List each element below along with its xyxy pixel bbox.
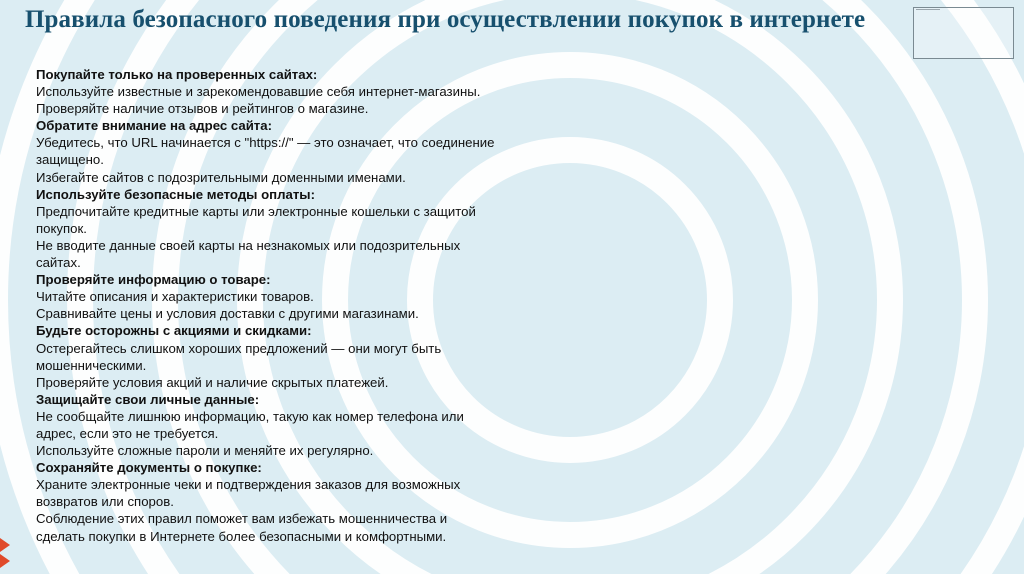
rule-text-line: Остерегайтесь слишком хороших предложений — они могут быть [36,340,442,356]
thumbnail-caption-line [916,9,940,10]
rule-heading: Покупайте только на проверенных сайтах: [36,67,318,82]
rule-text-line: Сравнивайте цены и условия доставки с другими магазинами. [36,306,419,322]
rule-section [36,391,556,459]
rule-section [36,66,556,117]
rule-text-line: Используйте известные и зарекомендовавшие себя интернет-магазины. [36,84,481,100]
rule-section [36,117,556,185]
rule-heading: Сохраняйте документы о покупке: [36,460,262,476]
rule-text-line: адрес, если это не требуется. [36,425,219,441]
rule-heading: Проверяйте информацию о товаре: [36,272,271,288]
rule-text-line: Предпочитайте кредитные карты или электронные кошельки с защитой [36,203,476,219]
rule-heading: Используйте безопасные методы оплаты: [36,186,315,202]
rules-list [36,66,556,545]
rule-text-line: Проверяйте условия акций и наличие скрытых платежей. [36,374,389,390]
rule-text-line: защищено. [36,152,104,168]
page-title: Правила безопасного поведения при осуществлении покупок в интернете [25,6,866,33]
rule-section [36,271,556,322]
rule-heading: Защищайте свои личные данные: [36,391,260,407]
rule-text-line: возвратов или споров. [36,494,174,510]
rule-text-line: Проверяйте наличие отзывов и рейтингов о магазине. [36,101,369,117]
rule-text-line: Используйте сложные пароли и меняйте их регулярно. [36,443,374,459]
rule-text-line: Убедитесь, что URL начинается с "https://" — это означает, что соединение [36,135,495,151]
rule-text-line: сделать покупки в Интернете более безопасными и комфортными. [36,528,447,544]
rule-text-line: сайтах. [36,255,81,271]
rule-text-line: Соблюдение этих правил поможет вам избежать мошенничества и [36,511,448,527]
rule-section [36,459,556,544]
rule-text-line: Храните электронные чеки и подтверждения заказов для возможных [36,477,461,493]
rule-text-line: Не сообщайте лишнюю информацию, такую как номер телефона или [36,408,464,424]
thumbnail-placeholder [913,7,1014,59]
rule-text-line: мошенническими. [36,357,147,373]
rule-section [36,322,556,390]
rule-section [36,186,556,271]
rule-heading: Будьте осторожны с акциями и скидками: [36,323,312,339]
arrow-marker-icon [0,536,14,570]
rule-text-line: покупок. [36,220,87,236]
rule-text-line: Избегайте сайтов с подозрительными доменными именами. [36,169,406,185]
rule-text-line: Читайте описания и характеристики товаров. [36,289,314,305]
rule-heading: Обратите внимание на адрес сайта: [36,118,272,134]
rule-text-line: Не вводите данные своей карты на незнакомых или подозрительных [36,237,461,253]
